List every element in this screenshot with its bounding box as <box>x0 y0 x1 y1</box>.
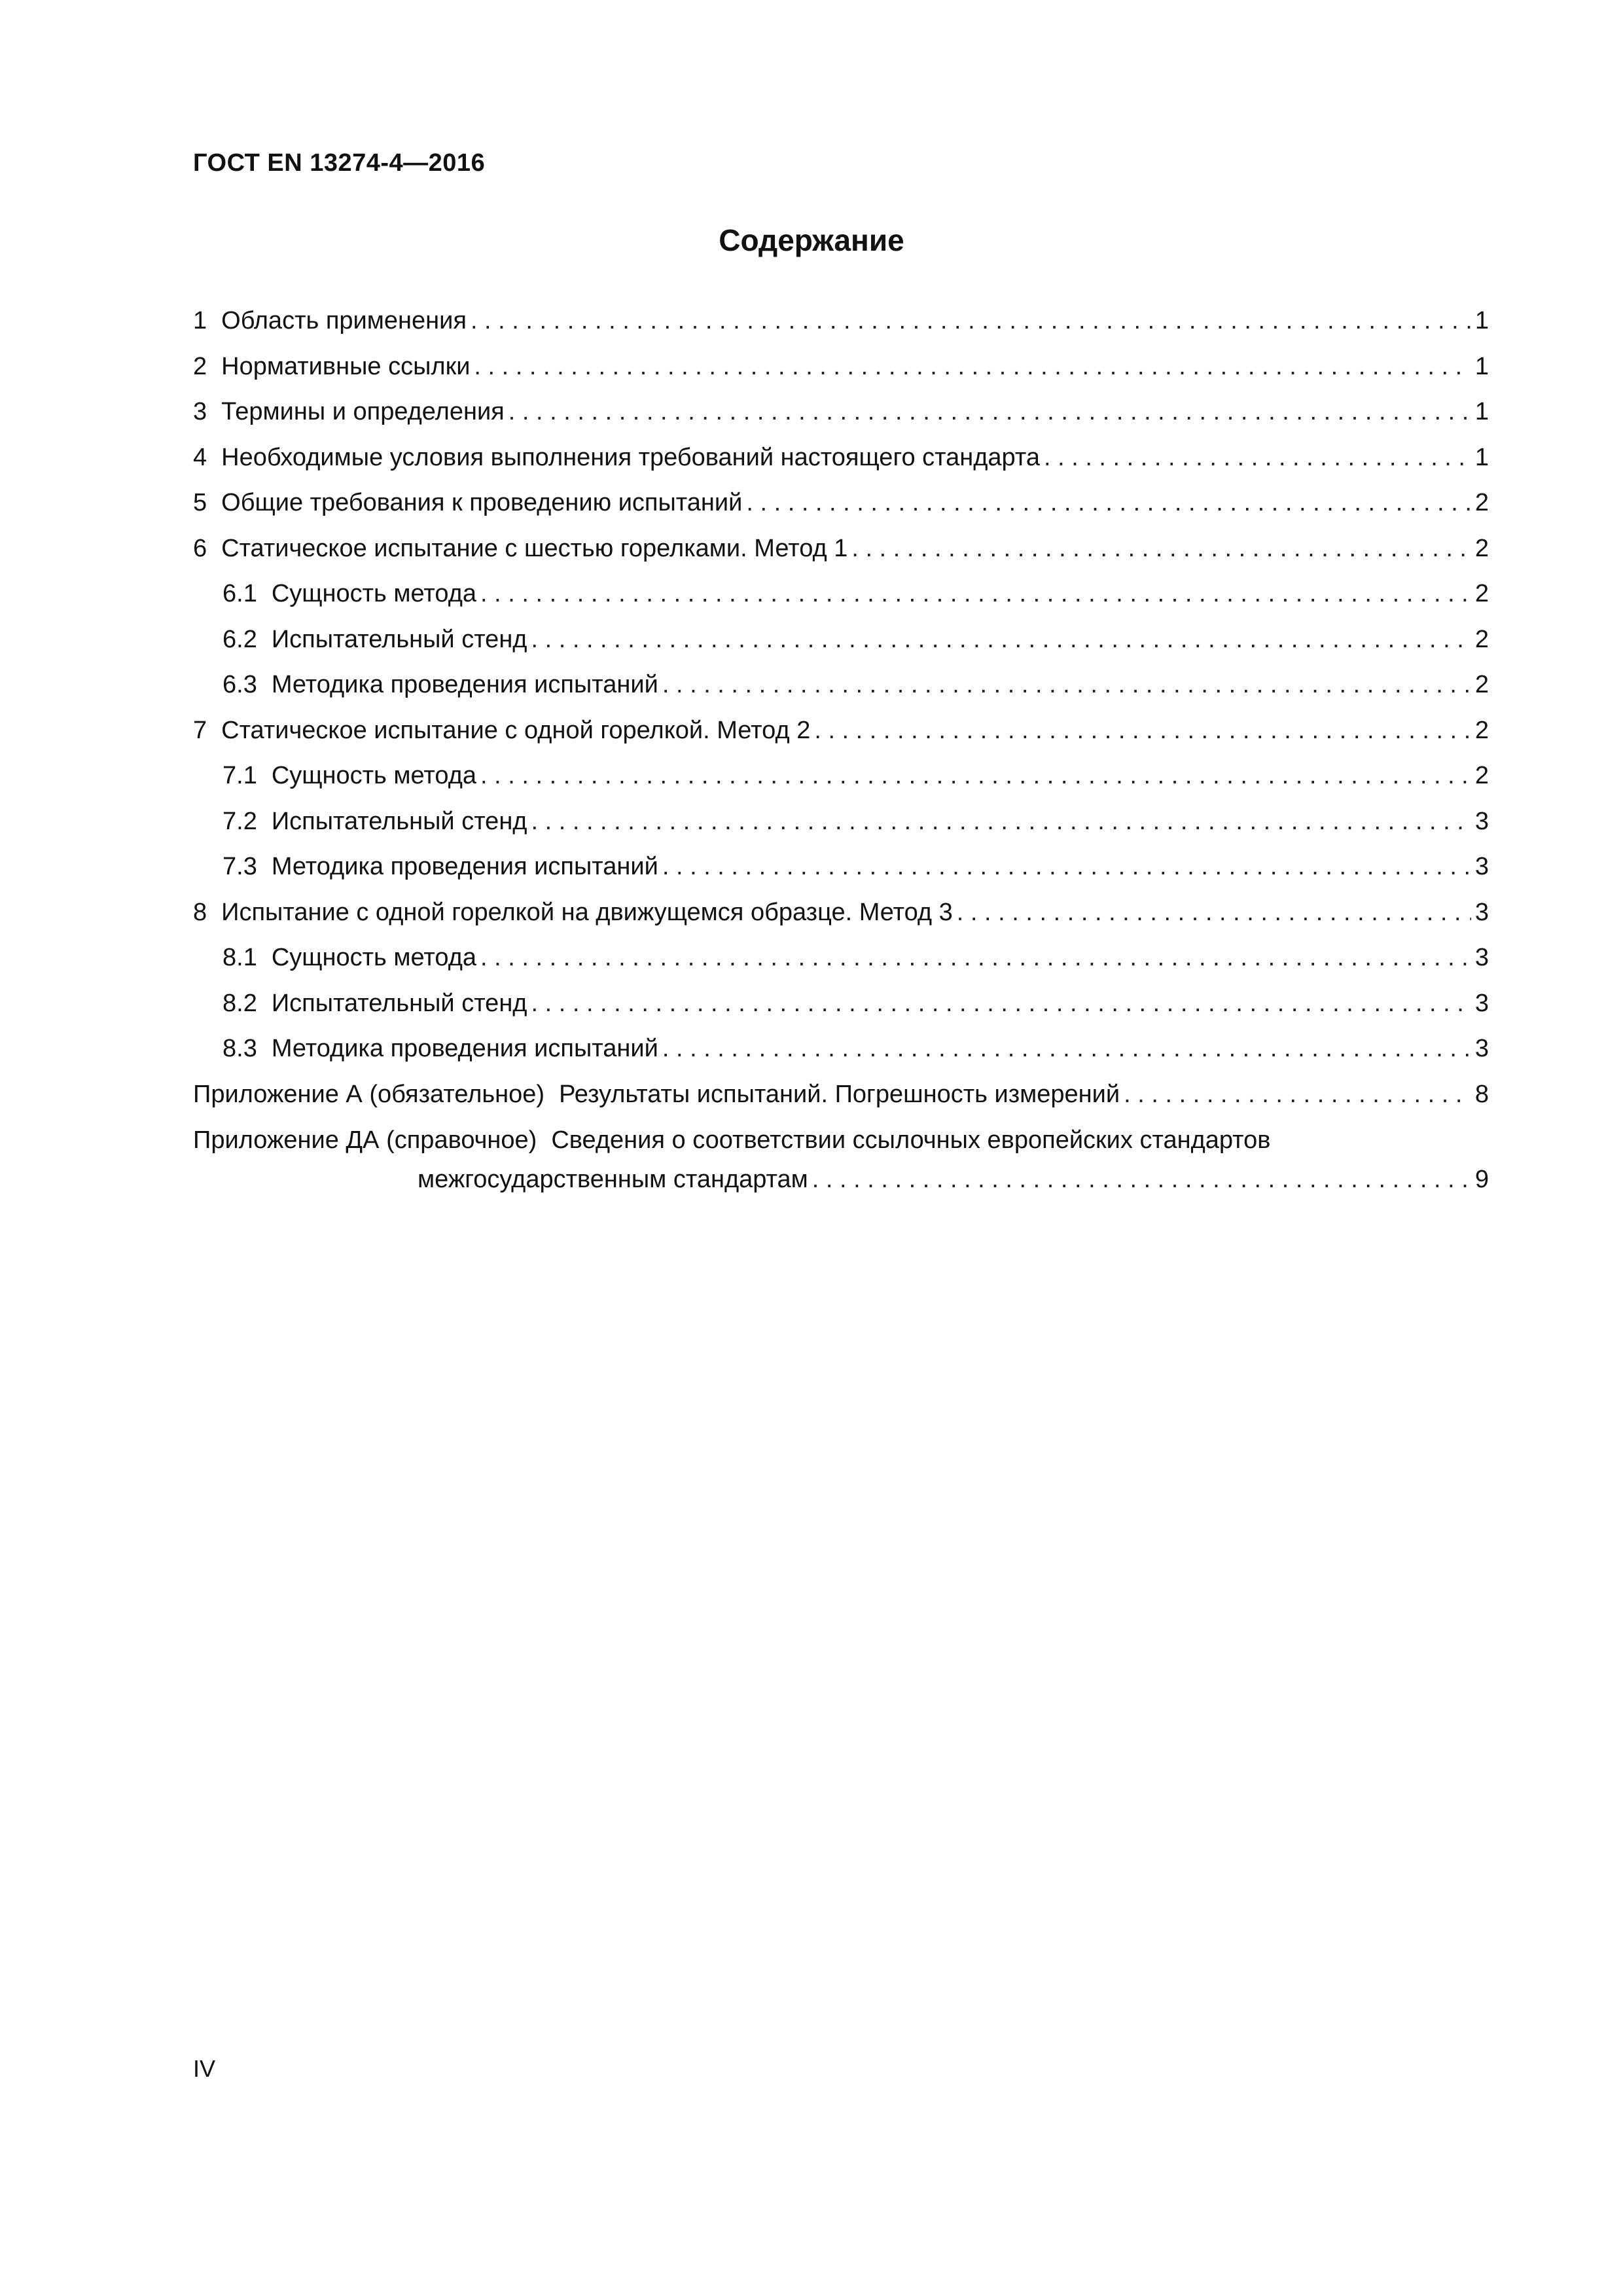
toc-entry-label: Статическое испытание с шестью горелками. Метод 1 <box>221 534 848 562</box>
toc-entry-number: 7.1 <box>223 762 257 789</box>
toc-entry-8-1[interactable] <box>193 935 1489 981</box>
toc-entry-number: 3 <box>193 398 207 425</box>
toc-entry-number: 8.3 <box>223 1035 257 1062</box>
toc-entry-label: Испытательный стенд <box>271 989 527 1017</box>
toc-entry-page: 3 <box>1474 898 1489 926</box>
annex-title-line-1: Сведения о соответствии ссылочных европейских стандартов <box>551 1126 1271 1154</box>
toc-leader-dots <box>662 1026 1471 1072</box>
toc-entry-label: Испытательный стенд <box>271 807 527 835</box>
toc-entry-number: 7.3 <box>223 853 257 880</box>
toc-entry-page: 3 <box>1474 944 1489 971</box>
toc-leader-dots <box>814 708 1471 754</box>
toc-entry-page: 2 <box>1474 489 1489 516</box>
toc-leader-dots <box>480 753 1471 799</box>
toc-entry-page: 2 <box>1474 762 1489 789</box>
toc-entry-6-1[interactable] <box>193 571 1489 617</box>
toc-entry-page: 2 <box>1474 580 1489 607</box>
annex-title-line-2: межгосударственным стандартам <box>418 1166 808 1193</box>
toc-entry-3[interactable] <box>193 389 1489 435</box>
toc-entry-page: 1 <box>1474 443 1489 471</box>
toc-title: Содержание <box>719 223 904 257</box>
toc-entry-number: 8.2 <box>223 989 257 1017</box>
toc-entry-7[interactable] <box>193 708 1489 754</box>
toc-entry-page: 2 <box>1474 716 1489 744</box>
toc-leader-dots <box>812 1160 1471 1199</box>
toc-leader-dots <box>662 844 1471 890</box>
toc-leader-dots <box>480 571 1471 617</box>
toc-entry-7-1[interactable] <box>193 753 1489 799</box>
toc-leader-dots <box>746 480 1471 526</box>
toc-entry-label: Методика проведения испытаний <box>271 671 658 698</box>
toc-entry-page: 8 <box>1474 1080 1489 1108</box>
toc-leader-dots <box>851 526 1471 572</box>
toc-entry-label: Термины и определения <box>221 398 505 425</box>
toc-leader-dots <box>531 799 1471 845</box>
toc-entry-8-2[interactable] <box>193 981 1489 1027</box>
toc-entry-label: Испытание с одной горелкой на движущемся образце. Метод 3 <box>221 898 953 926</box>
toc-entry-8-3[interactable] <box>193 1026 1489 1072</box>
toc-entry-page: 2 <box>1474 671 1489 698</box>
annex-title: Результаты испытаний. Погрешность измерений <box>559 1080 1120 1108</box>
toc-entry-number: 5 <box>193 489 207 516</box>
toc-entry-annex-a[interactable] <box>193 1072 1489 1118</box>
toc-entry-page: 9 <box>1474 1166 1489 1193</box>
toc-entry-5[interactable] <box>193 480 1489 526</box>
toc-entry-7-2[interactable] <box>193 799 1489 845</box>
toc-entry-number: 7 <box>193 716 207 744</box>
page-number: IV <box>193 2055 216 2082</box>
toc-leader-dots <box>480 935 1471 981</box>
toc-entry-label: Методика проведения испытаний <box>271 1035 658 1062</box>
toc-entry-page: 3 <box>1474 1035 1489 1062</box>
table-of-contents <box>193 298 1489 1199</box>
toc-entry-page: 1 <box>1474 352 1489 380</box>
toc-entry-label: Сущность метода <box>271 762 476 789</box>
toc-leader-dots <box>531 981 1471 1027</box>
toc-entry-annex-da[interactable] <box>193 1117 1489 1199</box>
annex-line-1 <box>193 1121 1489 1160</box>
toc-entry-label <box>193 1072 1120 1118</box>
toc-entry-page: 3 <box>1474 989 1489 1017</box>
toc-entry-number: 2 <box>193 352 207 380</box>
toc-leader-dots <box>662 662 1471 708</box>
toc-leader-dots <box>471 298 1471 344</box>
toc-entry-number: 7.2 <box>223 807 257 835</box>
toc-entry-page: 1 <box>1474 398 1489 425</box>
toc-entry-label: Необходимые условия выполнения требований настоящего стандарта <box>221 443 1040 471</box>
toc-entry-number: 8 <box>193 898 207 926</box>
toc-entry-number: 6.3 <box>223 671 257 698</box>
toc-entry-label: Нормативные ссылки <box>221 352 471 380</box>
toc-leader-dots <box>474 344 1471 390</box>
toc-entry-6-2[interactable] <box>193 617 1489 663</box>
toc-entry-label: Испытательный стенд <box>271 625 527 653</box>
toc-leader-dots <box>957 890 1471 936</box>
toc-entry-page: 2 <box>1474 625 1489 653</box>
toc-entry-7-3[interactable] <box>193 844 1489 890</box>
toc-leader-dots <box>508 389 1471 435</box>
toc-entry-number: 4 <box>193 443 207 471</box>
annex-prefix: Приложение ДА (справочное) <box>193 1126 537 1154</box>
toc-entry-6[interactable] <box>193 526 1489 572</box>
toc-entry-label: Общие требования к проведению испытаний <box>221 489 743 516</box>
toc-entry-1[interactable] <box>193 298 1489 344</box>
toc-entry-number: 6 <box>193 534 207 562</box>
toc-entry-number: 8.1 <box>223 944 257 971</box>
toc-entry-8[interactable] <box>193 890 1489 936</box>
toc-entry-number: 6.2 <box>223 625 257 653</box>
toc-entry-label: Сущность метода <box>271 580 476 607</box>
toc-entry-6-3[interactable] <box>193 662 1489 708</box>
toc-leader-dots <box>1044 435 1471 481</box>
toc-leader-dots <box>1124 1072 1471 1118</box>
toc-entry-2[interactable] <box>193 344 1489 390</box>
toc-entry-label: Сущность метода <box>271 944 476 971</box>
annex-prefix: Приложение А (обязательное) <box>193 1080 545 1108</box>
toc-entry-label: Статическое испытание с одной горелкой. Метод 2 <box>221 716 811 744</box>
toc-entry-page: 2 <box>1474 534 1489 562</box>
toc-entry-number: 6.1 <box>223 580 257 607</box>
toc-entry-number: 1 <box>193 307 207 334</box>
toc-entry-page: 3 <box>1474 807 1489 835</box>
toc-entry-label: Методика проведения испытаний <box>271 853 658 880</box>
annex-line-2 <box>193 1160 1489 1199</box>
toc-entry-4[interactable] <box>193 435 1489 481</box>
toc-entry-page: 1 <box>1474 307 1489 334</box>
toc-entry-page: 3 <box>1474 853 1489 880</box>
document-header: ГОСТ EN 13274-4—2016 <box>193 149 486 177</box>
toc-entry-label: Область применения <box>221 307 467 334</box>
toc-leader-dots <box>531 617 1471 663</box>
